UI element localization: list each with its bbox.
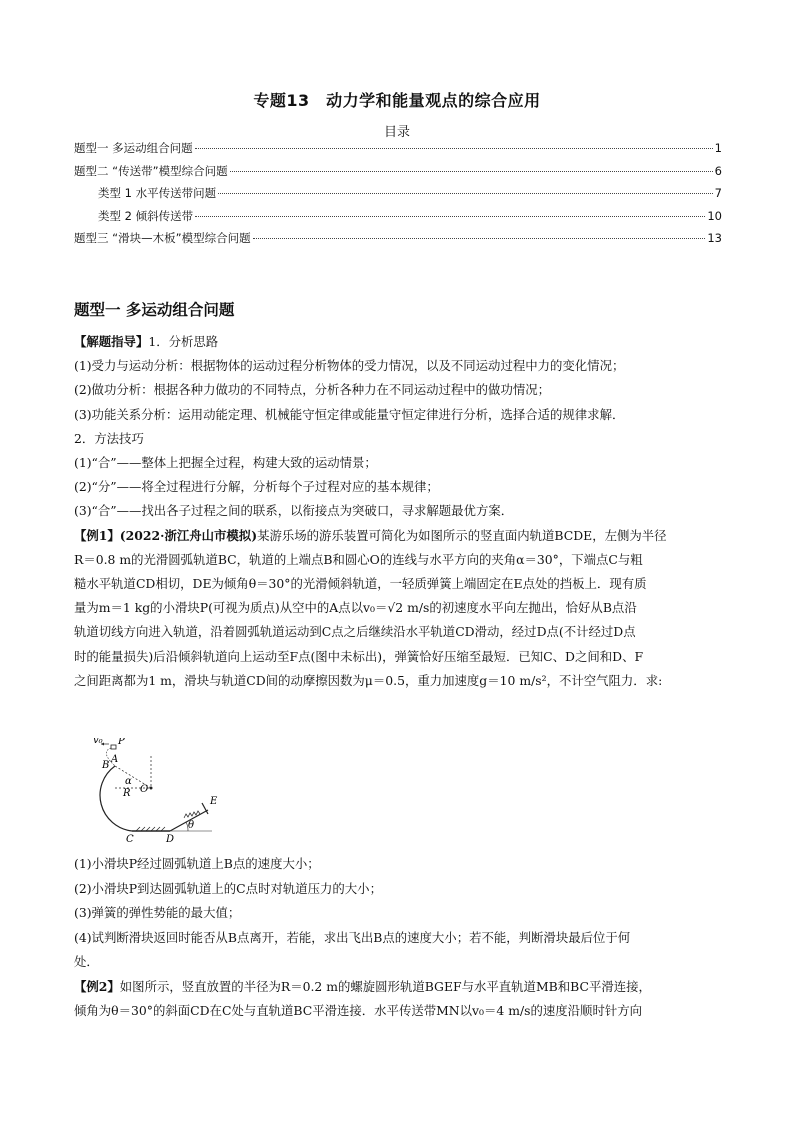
question-item-cont: 处． — [74, 954, 99, 969]
toc-entry-page: 1 — [714, 141, 722, 155]
label-o: O — [140, 784, 149, 795]
label-d: D — [166, 834, 175, 845]
paragraph: (3)功能关系分析：运用动能定理、机械能守恒定律或能量守恒定律进行分析，选择合适的规律求解． — [74, 406, 625, 422]
toc-leader-dots — [195, 216, 705, 217]
toc-entry-label: 类型 1 水平传送带问题 — [98, 186, 217, 200]
label-v0: v₀ — [93, 738, 103, 746]
label-b: B — [102, 760, 110, 771]
paragraph: 轨道切线方向进入轨道，沿着圆弧轨道运动到C点之后继续沿水平轨道CD滑动，经过D点(不计经过D点 — [74, 624, 636, 640]
label-a: A — [111, 754, 119, 765]
paragraph: 糙水平轨道CD相切，DE为倾角θ＝30°的光滑倾斜轨道，一轻质弹簧上端固定在E点处的挡板上．现有质 — [74, 576, 647, 592]
question-item: (3)弹簧的弹性势能的最大值； — [74, 905, 241, 920]
example2-text: 如图所示，竖直放置的半径为R＝0.2 m的螺旋圆形轨道BGEF与水平直轨道MB和BC平滑连接， — [119, 978, 651, 994]
toc-entry-label: 题型二 “传送带”模型综合问题 — [74, 163, 228, 178]
toc-entry[interactable] — [74, 230, 722, 253]
spring — [184, 811, 200, 818]
question-item: (1)小滑块P经过圆弧轨道上B点的速度大小； — [74, 856, 320, 871]
paragraph: (3)“合”——找出各子过程之间的联系，以衔接点为突破口，寻求解题最优方案． — [74, 503, 514, 519]
toc-entry[interactable] — [74, 185, 722, 208]
question-item: (4)试判断滑块返回时能否从B点离开，若能，求出飞出B点的速度大小；若不能，判断滑块最后位于何 — [74, 929, 631, 945]
paragraph: (2)做功分析：根据各种力做功的不同特点，分析各种力在不同运动过程中的做功情况； — [74, 382, 551, 398]
example1-text: 某游乐场的游乐装置可简化为如图所示的竖直面内轨道BCDE，左侧为半径 — [257, 527, 667, 543]
question-item: (2)小滑块P到达圆弧轨道上的C点时对轨道压力的大小； — [74, 880, 382, 896]
center-point — [150, 787, 153, 790]
toc-entry-label: 题型三 “滑块—木板”模型综合问题 — [74, 231, 251, 245]
toc-entry[interactable] — [74, 140, 722, 163]
paragraph: 2．方法技巧 — [74, 430, 144, 446]
toc-entry[interactable] — [74, 208, 722, 231]
example2-tag: 【例2】 — [74, 978, 120, 994]
block-p — [111, 745, 116, 749]
label-p: P — [118, 738, 125, 747]
section-body — [74, 330, 722, 693]
paragraph: (2)“分”——将全过程进行分解，分析每个子过程对应的基本规律； — [74, 479, 439, 495]
toc-leader-dots — [230, 171, 713, 172]
toc-entry-label: 题型一 多运动组合问题 — [74, 141, 193, 155]
questions-body — [74, 852, 722, 1024]
toc-entry-page: 13 — [707, 231, 722, 245]
toc-leader-dots — [195, 148, 713, 149]
paragraph: (1)“合”——整体上把握全过程，构建大致的运动情景； — [74, 455, 377, 471]
paragraph: (1)受力与运动分析：根据物体的运动过程分析物体的受力情况，以及不同运动过程中力的变化情况； — [74, 358, 625, 374]
paragraph: 量为m＝1 kg的小滑块P(可视为质点)从空中的A点以v₀＝√2 m/s的初速度水平向左抛出，恰好从B点沿 — [74, 600, 637, 616]
page-title: 专题13 动力学和能量观点的综合应用 — [253, 91, 541, 110]
label-e: E — [210, 796, 218, 807]
example1-first-line — [74, 524, 722, 548]
paragraph: 倾角为θ＝30°的斜面CD在C处与直轨道BC平滑连接．水平传送带MN以v₀＝4 m/s的速度沿顺时针方向 — [74, 1003, 643, 1018]
toc-entry-page: 10 — [707, 208, 722, 223]
toc-entry-page: 6 — [714, 163, 722, 178]
label-theta: θ — [188, 820, 195, 831]
paragraph: 之间距离都为1 m，滑块与轨道CD间的动摩擦因数为μ＝0.5，重力加速度g＝10 m/s²，不计空气阻力．求: — [74, 672, 663, 688]
guide-tag: 【解题指导】 — [74, 334, 149, 349]
example2-first-line — [74, 975, 722, 1000]
label-c: C — [126, 834, 134, 845]
toc-heading: 目录 — [383, 125, 410, 140]
toc-leader-dots — [218, 193, 713, 194]
example1-tag: 【例1】 — [74, 527, 120, 543]
label-alpha: α — [125, 776, 132, 787]
toc-entry[interactable] — [74, 163, 722, 186]
guide-heading — [74, 330, 722, 354]
example1-source: (2022·浙江舟山市模拟) — [119, 527, 258, 543]
paragraph: 时的能量损失)后沿倾斜轨道向上运动至F点(图中未标出)，弹簧恰好压缩至最短．已知C、D之间和D、F — [74, 648, 644, 664]
guide-subtitle: 1．分析思路 — [148, 334, 219, 349]
label-r: R — [123, 788, 131, 799]
table-of-contents — [74, 140, 722, 253]
toc-entry-page: 7 — [714, 186, 722, 200]
paragraph: R＝0.8 m的光滑圆弧轨道BC，轨道的上端点B和圆心O的连线与水平方向的夹角α＝30°，下端点C与粗 — [74, 551, 643, 567]
section-title: 题型一 多运动组合问题 — [74, 301, 235, 319]
toc-entry-label: 类型 2 倾斜传送带 — [98, 208, 194, 223]
toc-leader-dots — [253, 238, 706, 239]
track-diagram — [84, 738, 224, 846]
